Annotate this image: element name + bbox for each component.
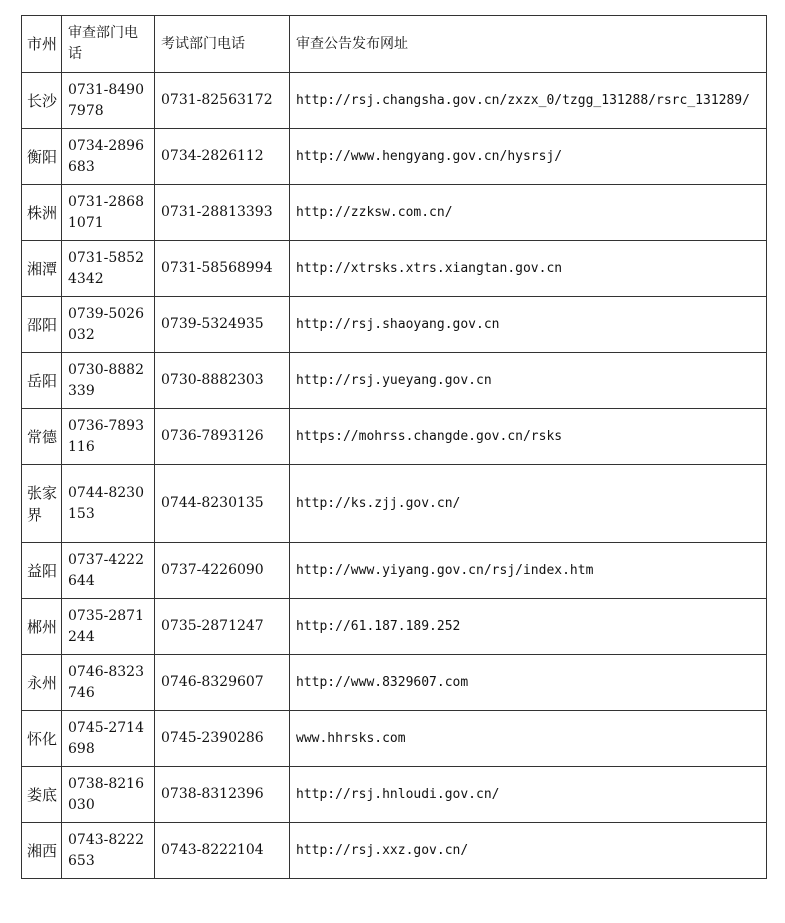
table-row bbox=[22, 409, 767, 465]
city-cell: 常德 bbox=[22, 409, 62, 465]
table-row bbox=[22, 465, 767, 543]
notice-url-cell[interactable]: http://rsj.yueyang.gov.cn bbox=[290, 353, 767, 409]
review-phone-cell: 0734-2896683 bbox=[62, 129, 155, 185]
notice-url-cell[interactable]: http://www.yiyang.gov.cn/rsj/index.htm bbox=[290, 543, 767, 599]
review-phone-cell: 0743-8222653 bbox=[62, 823, 155, 879]
notice-url-cell[interactable]: http://61.187.189.252 bbox=[290, 599, 767, 655]
exam-phone-cell: 0737-4226090 bbox=[155, 543, 290, 599]
review-phone-cell: 0731-84907978 bbox=[62, 73, 155, 129]
header-notice-url: 审查公告发布网址 bbox=[290, 16, 767, 73]
review-phone-cell: 0739-5026032 bbox=[62, 297, 155, 353]
table-row bbox=[22, 711, 767, 767]
notice-url-cell[interactable]: http://zzksw.com.cn/ bbox=[290, 185, 767, 241]
notice-url-cell[interactable]: http://ks.zjj.gov.cn/ bbox=[290, 465, 767, 543]
review-phone-cell: 0746-8323746 bbox=[62, 655, 155, 711]
review-phone-cell: 0744-8230153 bbox=[62, 465, 155, 543]
table-row bbox=[22, 823, 767, 879]
city-cell: 张家界 bbox=[22, 465, 62, 543]
header-city: 市州 bbox=[22, 16, 62, 73]
exam-phone-cell: 0734-2826112 bbox=[155, 129, 290, 185]
table-row bbox=[22, 767, 767, 823]
review-phone-cell: 0730-8882339 bbox=[62, 353, 155, 409]
city-cell: 娄底 bbox=[22, 767, 62, 823]
review-phone-cell: 0745-2714698 bbox=[62, 711, 155, 767]
review-phone-cell: 0736-7893116 bbox=[62, 409, 155, 465]
notice-url-cell[interactable]: http://www.8329607.com bbox=[290, 655, 767, 711]
contacts-table bbox=[21, 15, 767, 879]
table-row bbox=[22, 655, 767, 711]
table-row bbox=[22, 297, 767, 353]
notice-url-cell[interactable]: http://rsj.hnloudi.gov.cn/ bbox=[290, 767, 767, 823]
header-exam-phone: 考试部门电话 bbox=[155, 16, 290, 73]
exam-phone-cell: 0730-8882303 bbox=[155, 353, 290, 409]
header-review-phone: 审查部门电话 bbox=[62, 16, 155, 73]
exam-phone-cell: 0744-8230135 bbox=[155, 465, 290, 543]
review-phone-cell: 0731-58524342 bbox=[62, 241, 155, 297]
exam-phone-cell: 0736-7893126 bbox=[155, 409, 290, 465]
city-cell: 湘西 bbox=[22, 823, 62, 879]
city-cell: 益阳 bbox=[22, 543, 62, 599]
notice-url-cell[interactable]: http://rsj.changsha.gov.cn/zxzx_0/tzgg_131288/rsrc_131289/ bbox=[290, 73, 767, 129]
notice-url-cell[interactable]: http://xtrsks.xtrs.xiangtan.gov.cn bbox=[290, 241, 767, 297]
notice-url-cell[interactable]: www.hhrsks.com bbox=[290, 711, 767, 767]
table-row bbox=[22, 543, 767, 599]
exam-phone-cell: 0746-8329607 bbox=[155, 655, 290, 711]
table-row bbox=[22, 599, 767, 655]
review-phone-cell: 0738-8216030 bbox=[62, 767, 155, 823]
table-header-row bbox=[22, 16, 767, 73]
exam-phone-cell: 0731-28813393 bbox=[155, 185, 290, 241]
city-cell: 邵阳 bbox=[22, 297, 62, 353]
review-phone-cell: 0735-2871244 bbox=[62, 599, 155, 655]
exam-phone-cell: 0731-82563172 bbox=[155, 73, 290, 129]
city-cell: 株洲 bbox=[22, 185, 62, 241]
table-row bbox=[22, 241, 767, 297]
notice-url-cell[interactable]: https://mohrss.changde.gov.cn/rsks bbox=[290, 409, 767, 465]
notice-url-cell[interactable]: http://rsj.xxz.gov.cn/ bbox=[290, 823, 767, 879]
city-cell: 衡阳 bbox=[22, 129, 62, 185]
city-cell: 郴州 bbox=[22, 599, 62, 655]
notice-url-cell[interactable]: http://rsj.shaoyang.gov.cn bbox=[290, 297, 767, 353]
exam-phone-cell: 0743-8222104 bbox=[155, 823, 290, 879]
city-cell: 岳阳 bbox=[22, 353, 62, 409]
exam-phone-cell: 0738-8312396 bbox=[155, 767, 290, 823]
review-phone-cell: 0737-4222644 bbox=[62, 543, 155, 599]
city-cell: 湘潭 bbox=[22, 241, 62, 297]
city-cell: 怀化 bbox=[22, 711, 62, 767]
city-cell: 长沙 bbox=[22, 73, 62, 129]
table-row bbox=[22, 73, 767, 129]
exam-phone-cell: 0735-2871247 bbox=[155, 599, 290, 655]
exam-phone-cell: 0731-58568994 bbox=[155, 241, 290, 297]
table-row bbox=[22, 129, 767, 185]
notice-url-cell[interactable]: http://www.hengyang.gov.cn/hysrsj/ bbox=[290, 129, 767, 185]
city-cell: 永州 bbox=[22, 655, 62, 711]
exam-phone-cell: 0739-5324935 bbox=[155, 297, 290, 353]
table-row bbox=[22, 353, 767, 409]
table-row bbox=[22, 185, 767, 241]
review-phone-cell: 0731-28681071 bbox=[62, 185, 155, 241]
exam-phone-cell: 0745-2390286 bbox=[155, 711, 290, 767]
